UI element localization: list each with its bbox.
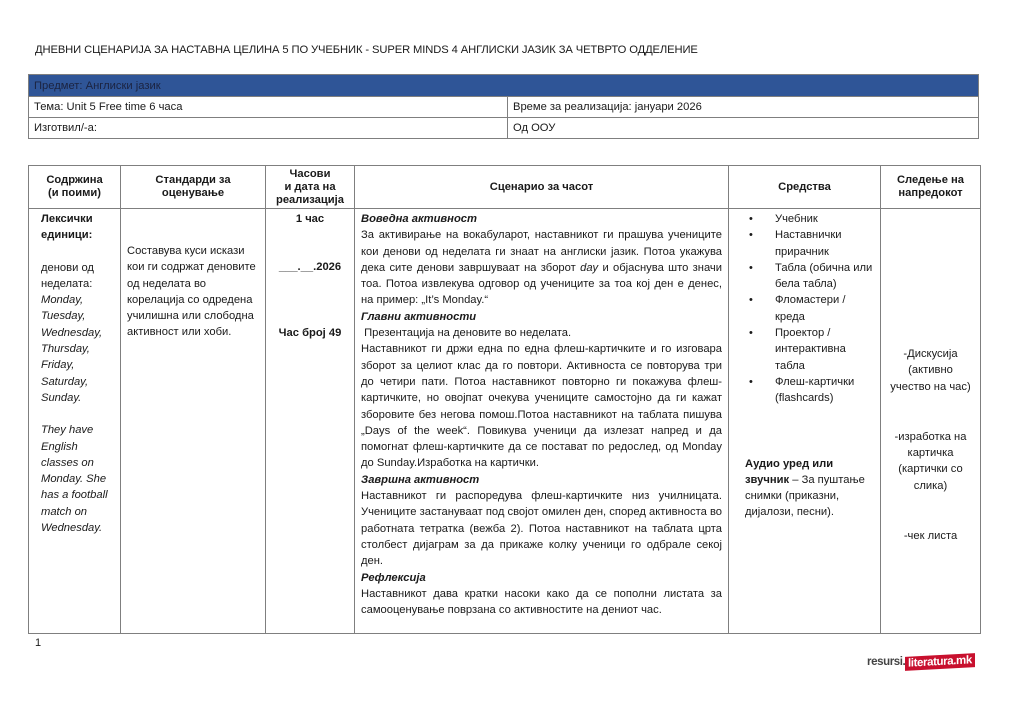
table-row (29, 209, 981, 634)
scenario-reflection-text: Наставникот дава кратки насоки како да се пополни листата за самооценување поврзана со активностите на дениот час. (361, 587, 722, 617)
content-days: Monday, Tuesday, Wednesday, Thursday, Friday, Saturday, Sunday. (41, 294, 103, 404)
header-hours-date (266, 166, 355, 209)
standards-cell (121, 209, 266, 634)
document-title: ДНЕВНИ СЦЕНАРИЈА ЗА НАСТАВНА ЦЕЛИНА 5 ПО УЧЕБНИК - SUPER MINDS 4 АНГЛИСКИ ЈАЗИК ЗА ЧЕТВРТО ОДДЕЛЕНИЕ (35, 44, 698, 56)
tools-cell (729, 209, 881, 634)
subject-field: Предмет: Англиски јазик (29, 75, 979, 97)
tools-item: • Проектор / интерактивна табла (761, 325, 874, 374)
lesson-cell (266, 209, 355, 634)
lesson-plan-table (28, 165, 981, 634)
tools-list (743, 211, 874, 407)
scenario-final-text: Наставникот ги распоредува флеш-картичките низ училницата. Учениците застануваат под својот омилен ден, според активноста во работната тетратка (вежба 2). Потоа наставникот на таблата црта столбест дијаграм за да прикаже колку ученици го одбрале секој ден. (361, 490, 722, 568)
tools-item: • Наставнички прирачник (761, 227, 874, 260)
scenario-final-title: Завршна активност (361, 473, 480, 486)
header-label: Часови и дата на реализација (276, 167, 344, 206)
scenario-intro-title: Воведна активност (361, 213, 477, 225)
content-cell (29, 209, 121, 634)
tools-item: • Табла (обична или бела табла) (761, 260, 874, 293)
logo-text-left: resursi. (867, 656, 906, 668)
header-scenario (355, 166, 729, 209)
progress-cell (881, 209, 981, 634)
header-label: Средства (778, 180, 831, 193)
tools-item: • Флеш-картички (flashcards) (761, 374, 874, 407)
topic-field: Тема: Unit 5 Free time 6 часа (29, 97, 508, 118)
content-intro: денови од неделата: (41, 261, 94, 290)
progress-item-cards: -изработка на картичка (картички со слика) (894, 430, 967, 492)
lesson-hours: 1 час (295, 213, 325, 225)
tools-item: • Фломастери / креда (761, 292, 874, 325)
tools-item: • Учебник (761, 211, 874, 227)
scenario-main-text-1: Презентација на деновите во неделата. (361, 327, 572, 340)
info-table (28, 74, 979, 139)
lesson-date: ___.__.2026 (278, 261, 342, 274)
header-standards (121, 166, 266, 209)
header-label: Сценарио за часот (489, 180, 594, 193)
progress-item-checklist: -чек листа (903, 530, 958, 543)
page-number: 1 (35, 637, 42, 649)
header-label: Содржина (и поими) (46, 174, 103, 199)
time-field: Време за реализација: јануари 2026 (508, 97, 979, 118)
header-content (29, 166, 121, 209)
logo-text-right: literatura.mk (905, 653, 975, 671)
standards-text: Составува куси искази кои ги содржат деновите од неделата во корелација со одредена училишна или слободна активност или хоби. (127, 245, 256, 339)
scenario-main-text-2: Наставникот ги држи една по една флеш-картичките и го изговара зборот за целиот клас да го повтори. Активноста се повторува три до четири пати. Потоа наставникот повторно ги покажува флеш-картичките, но овојпат очекува учениците самостојно да ги кажат зборовите без негова помош.Потоа наставникот на таблата пишува „Days of the week“. Повикува ученици да излезат напред и да помогнат флеш-картичките да се постават по редослед, од Monday до Sunday.Изработка на картички. (361, 343, 722, 470)
progress-item-discussion: -Дискусија (активно учество на час) (890, 348, 971, 393)
publisher-logo (867, 655, 975, 669)
scenario-main-title: Главни активности (361, 310, 477, 323)
content-heading: Лексички единици: (41, 213, 93, 242)
tools-audio: Аудио уред или звучник – За пуштање снимки (приказни, дијалози, песни). (745, 457, 865, 519)
lesson-number: Час број 49 (278, 326, 342, 339)
school-field: Од ООУ (508, 118, 979, 139)
header-tools (729, 166, 881, 209)
scenario-intro-text: За активирање на вокабуларот, наставникот ги прашува учениците кои денови од неделата ги знаат на англиски јазик. Потоа укажува дека сите денови завршуваат на зборот day и објаснува што значи тоа. Потоа извлекува одговор од учениците за тоа кој ден е денес, на пример: „It’s Monday.“ (361, 229, 723, 307)
header-label: Следење на напредокот (896, 174, 965, 199)
table-header-row (29, 166, 981, 209)
scenario-cell (355, 209, 729, 634)
scenario-reflection-title: Рефлексија (361, 571, 426, 584)
author-field: Изготвил/-а: (29, 118, 508, 139)
header-label: Стандарди за оценување (155, 174, 231, 199)
header-progress (881, 166, 981, 209)
content-examples: They have English classes on Monday. She has a football match on Wednesday. (41, 424, 108, 535)
